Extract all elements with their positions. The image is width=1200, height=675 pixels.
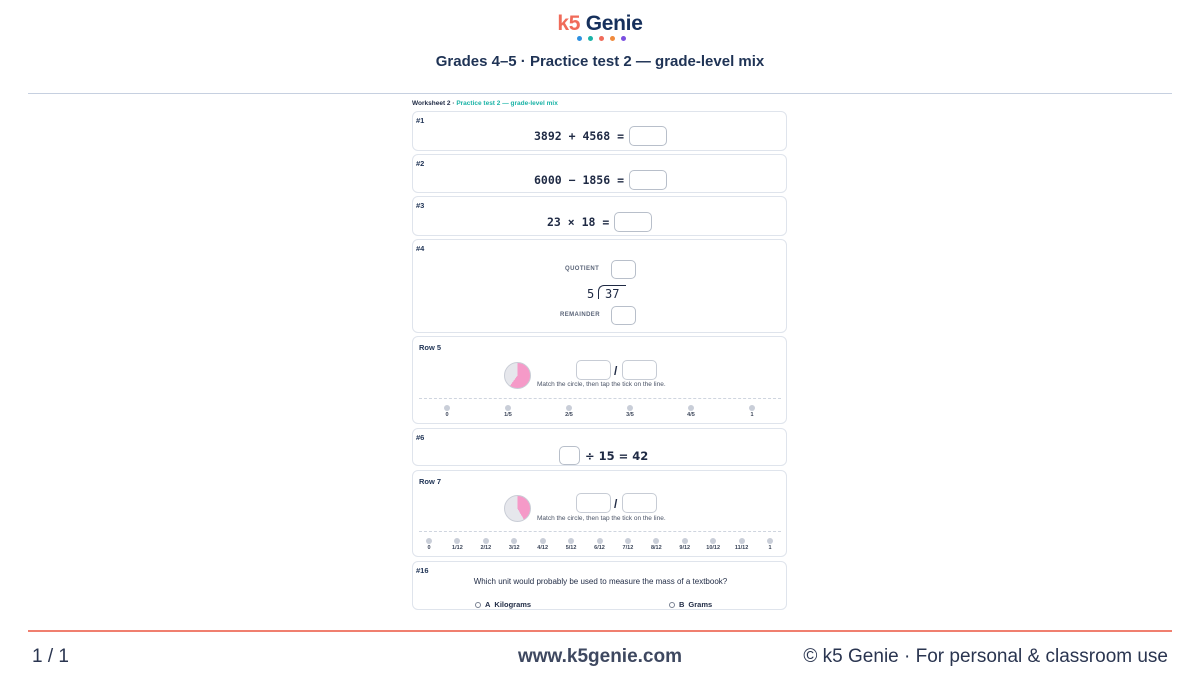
number-line <box>419 531 781 532</box>
footer-divider <box>28 630 1172 632</box>
number-line-tick[interactable] <box>426 538 432 544</box>
instruction-text: Match the circle, then tap the tick on the line. <box>537 381 666 388</box>
website-link[interactable]: www.k5genie.com <box>517 646 682 667</box>
number-line-tick[interactable] <box>767 538 773 544</box>
worksheet-header <box>412 99 787 109</box>
logo-dot <box>588 36 593 41</box>
equation <box>534 126 667 146</box>
number-line-tick[interactable] <box>566 405 572 411</box>
tick-label: 2/5 <box>565 412 573 418</box>
logo-dots <box>577 36 626 41</box>
equation <box>547 212 652 232</box>
tick-label: 8/12 <box>650 545 662 551</box>
equation <box>534 170 667 190</box>
remainder-input[interactable] <box>611 306 636 325</box>
question-text: Which unit would probably be used to measure the mass of a textbook? <box>473 577 728 586</box>
problem-number: #4 <box>416 244 425 253</box>
tick-label: 0 <box>445 412 449 418</box>
tick-label: 4/12 <box>537 545 549 551</box>
equation-text: 3892 + 4568 = <box>534 129 625 143</box>
answer-input[interactable] <box>614 212 652 232</box>
number-line-tick[interactable] <box>444 405 450 411</box>
fraction-slash: / <box>614 364 618 378</box>
worksheet <box>412 99 787 109</box>
logo-k5: k5 <box>557 12 581 35</box>
number-line-tick[interactable] <box>568 538 574 544</box>
number-line-tick[interactable] <box>710 538 716 544</box>
number-line-tick[interactable] <box>682 538 688 544</box>
tick-label: 1 <box>768 545 772 551</box>
problem-number: #16 <box>416 566 429 575</box>
number-line-tick[interactable] <box>653 538 659 544</box>
fraction-circle <box>504 495 531 522</box>
number-line-tick[interactable] <box>540 538 546 544</box>
page-title: Grades 4–5 · Practice test 2 — grade-level mix <box>435 53 765 70</box>
equation-text: 23 × 18 = <box>547 215 610 229</box>
radio-button[interactable] <box>669 602 675 608</box>
tick-label: 0 <box>427 545 431 551</box>
logo-dot <box>610 36 615 41</box>
problem-number: #1 <box>416 116 425 125</box>
logo-genie: Genie <box>580 12 643 35</box>
copyright-notice: © k5 Genie · For personal & classroom use <box>803 646 1168 667</box>
worksheet-subtitle: Practice test 2 — grade-level mix <box>456 100 558 107</box>
answer-input[interactable] <box>559 446 580 465</box>
number-line-tick[interactable] <box>511 538 517 544</box>
option-text: Grams <box>688 600 713 609</box>
problem-number: #3 <box>416 201 425 210</box>
number-line-tick[interactable] <box>483 538 489 544</box>
option-text: Kilograms <box>494 600 532 609</box>
problem-card-4 <box>412 239 787 333</box>
tick-label: 1/5 <box>504 412 512 418</box>
divisor: 5 <box>587 287 595 301</box>
fraction-row-5 <box>412 336 787 424</box>
numerator-input[interactable] <box>576 493 611 513</box>
tick-label: 3/5 <box>626 412 634 418</box>
equation-text: 6000 − 1856 = <box>534 173 625 187</box>
tick-label: 9/12 <box>679 545 691 551</box>
tick-label: 1 <box>750 412 754 418</box>
problem-card-16 <box>412 561 787 610</box>
number-line-tick[interactable] <box>454 538 460 544</box>
header-divider <box>28 93 1172 94</box>
denominator-input[interactable] <box>622 360 657 380</box>
row-label: Row 5 <box>419 343 442 352</box>
number-line-tick[interactable] <box>505 405 511 411</box>
number-line <box>419 398 781 399</box>
tick-label: 1/12 <box>452 545 463 551</box>
tick-label: 3/12 <box>508 545 520 551</box>
problem-card-2 <box>412 154 787 193</box>
tick-label: 6/12 <box>594 545 605 551</box>
logo-dot <box>577 36 582 41</box>
worksheet-label: Worksheet 2 · <box>412 100 457 107</box>
quotient-input[interactable] <box>611 260 636 279</box>
number-line-tick[interactable] <box>627 405 633 411</box>
tick-label: 5/12 <box>565 545 577 551</box>
number-line-tick[interactable] <box>688 405 694 411</box>
problem-card-3 <box>412 196 787 236</box>
quotient-label: QUOTIENT <box>565 266 600 272</box>
number-line-tick[interactable] <box>597 538 603 544</box>
equation <box>559 446 648 465</box>
answer-input[interactable] <box>629 170 667 190</box>
tick-label: 4/5 <box>687 412 695 418</box>
problem-number: #6 <box>416 433 425 442</box>
logo-dot <box>621 36 626 41</box>
number-line-tick[interactable] <box>739 538 745 544</box>
option-letter: A <box>485 600 491 609</box>
row-label: Row 7 <box>419 477 442 486</box>
option-letter: B <box>679 600 685 609</box>
k5-genie-logo <box>0 12 1200 36</box>
logo-dot <box>599 36 604 41</box>
problem-card-1 <box>412 111 787 151</box>
number-line-tick[interactable] <box>749 405 755 411</box>
option-b[interactable] <box>669 600 712 609</box>
option-a[interactable] <box>475 600 531 609</box>
number-line-tick[interactable] <box>625 538 631 544</box>
problem-number: #2 <box>416 159 425 168</box>
fraction-circle <box>504 362 531 389</box>
tick-label: 11/12 <box>734 545 749 551</box>
fraction-slash: / <box>614 497 618 511</box>
tick-label: 7/12 <box>622 545 634 551</box>
numerator-input[interactable] <box>576 360 611 380</box>
instruction-text: Match the circle, then tap the tick on the line. <box>537 515 666 522</box>
fraction-row-7 <box>412 470 787 557</box>
remainder-label: REMAINDER <box>560 312 600 318</box>
equation-text: ÷ 15 = 42 <box>585 448 649 463</box>
problem-card-6 <box>412 428 787 466</box>
denominator-input[interactable] <box>622 493 657 513</box>
dividend: 37 <box>605 287 620 301</box>
tick-label: 10/12 <box>706 545 721 551</box>
radio-button[interactable] <box>475 602 481 608</box>
page-indicator: 1 / 1 <box>32 646 69 667</box>
answer-input[interactable] <box>629 126 667 146</box>
tick-label: 2/12 <box>480 545 492 551</box>
